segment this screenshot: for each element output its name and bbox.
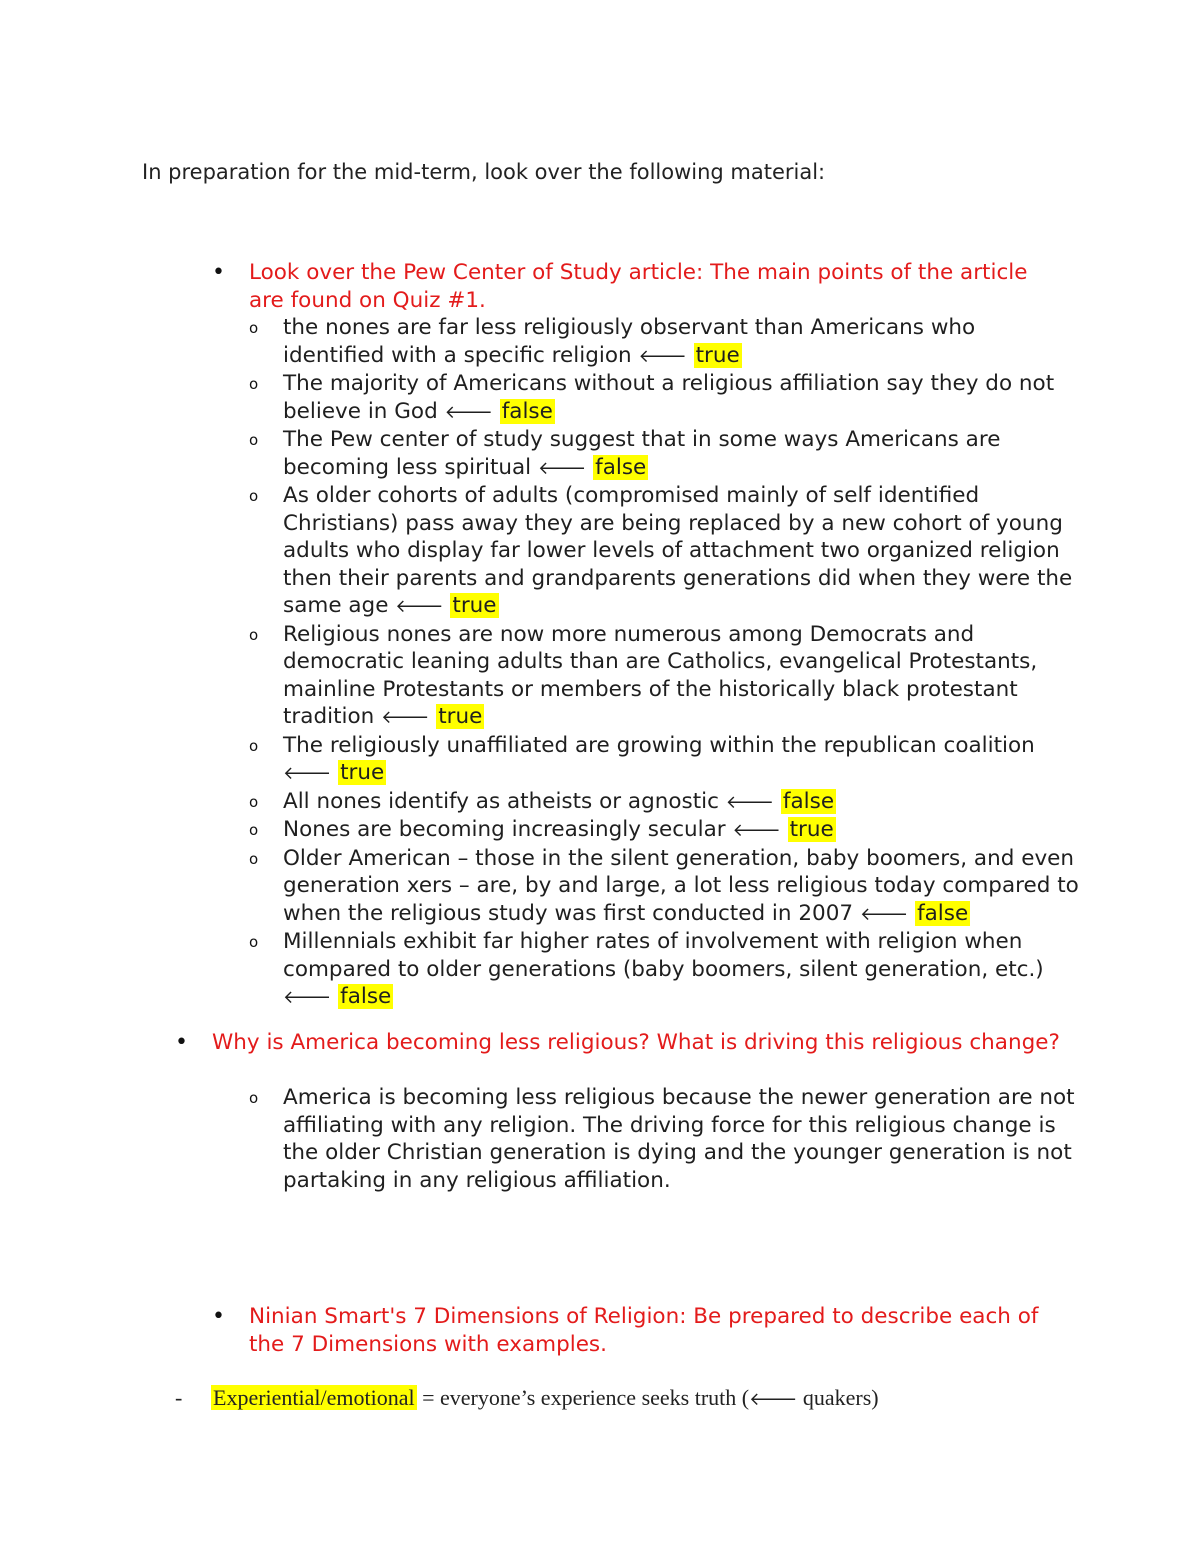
list-item <box>249 928 1083 1012</box>
sub-bullet-icon: o <box>249 736 259 755</box>
answer-highlight: false <box>917 900 969 926</box>
point-text: Millennials exhibit far higher rates of involvement with religion when compared to older generations (baby boomers, silent generation, etc.) <box>283 929 1044 982</box>
arrow-left-icon: 🡐 <box>725 791 775 813</box>
dash-bullet: - <box>175 1385 183 1410</box>
point-text: Nones are becoming increasingly secular <box>283 817 726 842</box>
dimension-example: quakers) <box>797 1385 879 1410</box>
arrow-left-icon: 🡐 <box>638 345 687 367</box>
bullet-icon: • <box>212 1304 225 1329</box>
sub-bullet-icon: o <box>249 431 259 449</box>
list-item <box>249 621 1083 732</box>
answer-highlight: false <box>340 984 392 1009</box>
list-item <box>249 314 1083 370</box>
answer-highlight: true <box>438 704 483 729</box>
section-heading-text: Why is America becoming less religious? What is driving this religious change? <box>212 1030 1060 1055</box>
arrow-left-icon: 🡐 <box>395 596 444 617</box>
dimension-text <box>211 1384 879 1413</box>
point-text: The Pew center of study suggest that in some ways Americans are becoming less spiritual <box>283 427 1001 480</box>
list-item <box>249 732 1083 788</box>
dimension-term-highlight: Experiential/emotional <box>213 1385 415 1410</box>
answer-highlight: false <box>782 788 835 814</box>
answer-highlight: true <box>452 593 497 618</box>
arrow-left-icon: 🡐 <box>283 987 332 1008</box>
sub-bullet-icon: o <box>249 487 259 505</box>
sub-bullet-icon: o <box>249 849 259 868</box>
answer-text: America is becoming less religious because the newer generation are not affiliating with any religion. The driving force for this religious change is the older Christian generation is dying and the younger generation is not partaking in any religious affiliation. <box>283 1085 1075 1193</box>
arrow-left-icon: 🡐 <box>732 820 781 841</box>
point-text: Older American – those in the silent generation, baby boomers, and even generation xers – are, by and large, a lot less religious today compared to when the religious study was first conducted in 2007 <box>283 845 1079 926</box>
sub-bullet-icon: o <box>249 319 259 337</box>
point-text: Religious nones are now more numerous among Democrats and democratic leaning adults than are Catholics, evangelical Protestants, mainline Protestants or members of the historically black protestant tradition <box>283 621 1038 729</box>
point-text: As older cohorts of adults (compromised mainly of self identified Christians) pass away they are being replaced by a new cohort of young adults who display far lower levels of attachment two organized religion then their parents and grandparents generations did when they were the same age <box>283 483 1073 618</box>
answer-highlight: true <box>340 760 385 785</box>
list-item <box>249 482 1083 621</box>
pew-points-list <box>249 314 1083 1012</box>
list-item <box>249 845 1083 929</box>
point-text: The religiously unaffiliated are growing within the republican coalition <box>283 732 1035 758</box>
list-item <box>249 1084 1083 1194</box>
dimension-definition: = everyone’s experience seeks truth ( <box>416 1385 750 1410</box>
sub-bullet-icon: o <box>249 375 259 393</box>
bullet-icon: • <box>175 1030 188 1055</box>
bullet-icon: • <box>212 260 225 285</box>
list-item <box>249 426 1083 482</box>
point-text: The majority of Americans without a religious affiliation say they do not believe in God <box>283 371 1055 424</box>
arrow-left-icon: 🡐 <box>538 457 587 479</box>
arrow-left-icon: 🡐 <box>859 903 909 925</box>
point-text: All nones identify as atheists or agnostic <box>283 788 719 814</box>
section-heading-why <box>175 1029 1062 1057</box>
list-item <box>249 370 1083 426</box>
sub-bullet-icon: o <box>249 821 259 839</box>
sub-bullet-icon: o <box>249 792 259 811</box>
section-heading-text: Ninian Smart's 7 Dimensions of Religion: Be prepared to describe each of the 7 Dimensions with examples. <box>249 1304 1039 1357</box>
section-heading-pew <box>212 259 1049 314</box>
list-item <box>249 816 1083 845</box>
sub-bullet-icon: o <box>249 933 259 951</box>
arrow-left-icon: 🡐 <box>749 1389 798 1409</box>
arrow-left-icon: 🡐 <box>283 763 332 784</box>
sub-bullet-icon: o <box>249 625 259 644</box>
arrow-left-icon: 🡐 <box>381 707 430 728</box>
section-heading-smart <box>212 1303 1049 1358</box>
list-item <box>249 788 1083 817</box>
section-heading-text: Look over the Pew Center of Study article: The main points of the article are found on Quiz #1. <box>249 260 1028 313</box>
answer-highlight: false <box>595 454 647 480</box>
why-answer-list <box>249 1084 1083 1194</box>
answer-highlight: true <box>789 817 834 842</box>
arrow-left-icon: 🡐 <box>444 401 493 423</box>
answer-highlight: true <box>695 342 740 368</box>
intro-text: In preparation for the mid-term, look over the following material: <box>142 160 826 184</box>
answer-highlight: false <box>501 398 553 424</box>
point-text: the nones are far less religiously observant than Americans who identified with a specific religion <box>283 315 976 368</box>
sub-bullet-icon: o <box>249 1089 259 1107</box>
